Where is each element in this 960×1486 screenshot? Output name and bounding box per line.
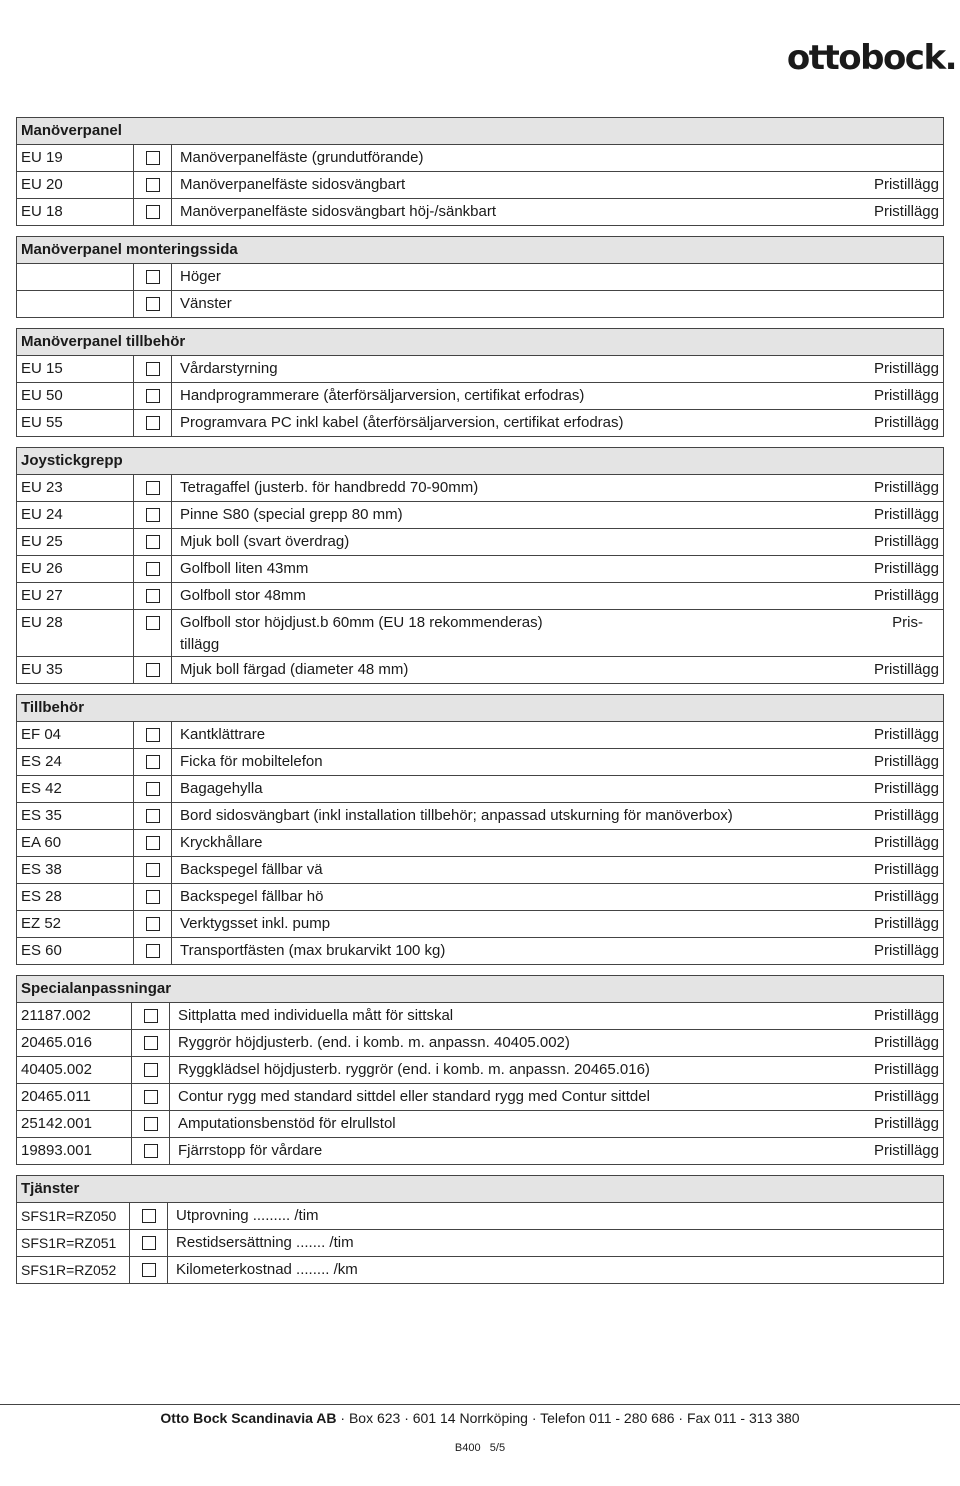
checkbox-cell [134,529,172,555]
checkbox-cell [134,556,172,582]
option-checkbox[interactable] [146,809,160,823]
item-description: Backspegel fällbar hö [180,888,324,905]
option-checkbox[interactable] [146,944,160,958]
option-checkbox[interactable] [146,616,160,630]
item-code: EU 23 [17,475,134,501]
form-row [17,911,943,938]
item-description-cell [170,1003,943,1029]
item-description-cell [172,475,943,501]
footer-company: Otto Bock Scandinavia AB [160,1410,337,1426]
form-row [17,1111,943,1138]
form-row [17,199,943,225]
item-description: Transportfästen (max brukarvikt 100 kg) [180,942,446,959]
option-checkbox[interactable] [146,297,160,311]
section [16,117,944,226]
item-code: 40405.002 [17,1057,132,1083]
section-title: Specialanpassningar [17,976,943,1003]
price-surcharge: Pris- [892,614,923,631]
section [16,694,944,965]
item-description: Ryggrör höjdjusterb. (end. i komb. m. anpassn. 40405.002) [178,1034,570,1051]
section [16,328,944,437]
item-description-cell [172,911,943,937]
checkbox-cell [134,722,172,748]
item-description: Höger [180,268,221,285]
price-surcharge: Pristillägg [873,807,939,824]
price-surcharge: Pristillägg [873,780,939,797]
form-row [17,857,943,884]
option-checkbox[interactable] [142,1236,156,1250]
item-description: Mjuk boll färgad (diameter 48 mm) [180,661,409,678]
checkbox-cell [134,264,172,290]
item-description: Ryggklädsel höjdjusterb. ryggrör (end. i komb. m. anpassn. 20465.016) [178,1061,650,1078]
price-surcharge: Pristillägg [873,360,939,377]
checkbox-cell [134,410,172,436]
price-surcharge: Pristillägg [873,726,939,743]
option-checkbox[interactable] [146,782,160,796]
checkbox-cell [132,1003,170,1029]
item-description: Restidsersättning ....... /tim [176,1234,354,1251]
price-surcharge: Pristillägg [873,176,939,193]
form-row [17,383,943,410]
checkbox-cell [134,145,172,171]
item-description-cell [172,657,943,683]
item-code: 25142.001 [17,1111,132,1137]
item-description: Programvara PC inkl kabel (återförsäljarversion, certifikat erfodras) [180,414,624,431]
price-surcharge: Pristillägg [873,888,939,905]
item-description: Kilometerkostnad ........ /km [176,1261,358,1278]
checkbox-cell [130,1203,168,1229]
item-code [17,264,134,290]
doc-code: B400 [454,1442,481,1454]
item-description-cell [172,830,943,856]
form-row [17,1230,943,1257]
item-description-cell [172,610,943,656]
price-surcharge: Pristillägg [873,560,939,577]
form-row [17,264,943,291]
price-surcharge: Pristillägg [873,506,939,523]
price-surcharge: Pristillägg [873,942,939,959]
item-description: Kantklättrare [180,726,266,743]
price-surcharge: Pristillägg [873,1115,939,1132]
item-code: EU 55 [17,410,134,436]
item-code: 21187.002 [17,1003,132,1029]
checkbox-cell [134,383,172,409]
item-description-cell [168,1257,943,1283]
checkbox-cell [134,610,172,656]
form-row [17,749,943,776]
checkbox-cell [134,291,172,317]
item-description-cell [172,556,943,582]
price-surcharge: Pristillägg [873,1142,939,1159]
checkbox-cell [134,356,172,382]
form-row [17,722,943,749]
option-checkbox[interactable] [144,1063,158,1077]
form-row [17,1057,943,1084]
item-code: EU 35 [17,657,134,683]
checkbox-cell [134,502,172,528]
item-description: Contur rygg med standard sittdel eller standard rygg med Contur sittdel [178,1088,650,1105]
checkbox-cell [134,830,172,856]
item-description-cell [172,356,943,382]
item-code: SFS1R=RZ050 [17,1203,130,1229]
option-checkbox[interactable] [146,890,160,904]
item-description-cell [172,410,943,436]
item-code: EU 26 [17,556,134,582]
price-surcharge: Pristillägg [873,834,939,851]
item-code: EU 25 [17,529,134,555]
item-description: Verktygsset inkl. pump [180,915,331,932]
option-checkbox[interactable] [146,562,160,576]
item-description: Mjuk boll (svart överdrag) [180,533,350,550]
section [16,1175,944,1284]
checkbox-cell [134,857,172,883]
checkbox-cell [134,803,172,829]
checkbox-cell [130,1230,168,1256]
item-code: EU 50 [17,383,134,409]
option-checkbox[interactable] [146,728,160,742]
price-surcharge: Pristillägg [873,587,939,604]
form-row [17,776,943,803]
price-surcharge: Pristillägg [873,661,939,678]
item-description-cell [172,264,943,290]
item-description: Kryckhållare [180,834,263,851]
item-description: Backspegel fällbar vä [180,861,323,878]
form-row [17,529,943,556]
item-code: EU 24 [17,502,134,528]
option-checkbox[interactable] [146,508,160,522]
item-code: EA 60 [17,830,134,856]
item-code: EF 04 [17,722,134,748]
item-description-cell [172,383,943,409]
form-row [17,830,943,857]
checkbox-cell [134,776,172,802]
option-checkbox[interactable] [144,1117,158,1131]
form-row [17,172,943,199]
form-row [17,502,943,529]
checkbox-cell [134,938,172,964]
item-code: ES 42 [17,776,134,802]
item-code: ES 60 [17,938,134,964]
form-row [17,884,943,911]
form-row [17,1030,943,1057]
item-description-cell [170,1138,943,1164]
item-description: Ficka för mobiltelefon [180,753,323,770]
item-description: Vårdarstyrning [180,360,278,377]
option-checkbox[interactable] [146,389,160,403]
item-description-cell [172,172,943,198]
item-code: EU 20 [17,172,134,198]
form-row [17,1257,943,1283]
section-title: Tjänster [17,1176,943,1203]
item-description: Fjärrstopp för vårdare [178,1142,323,1159]
item-description-cell [172,583,943,609]
item-description-cell [172,776,943,802]
form-row [17,583,943,610]
item-code: EU 18 [17,199,134,225]
option-checkbox[interactable] [146,917,160,931]
item-description: Golfboll stor 48mm [180,587,306,604]
option-checkbox[interactable] [144,1144,158,1158]
checkbox-cell [134,884,172,910]
price-surcharge: Pristillägg [873,1034,939,1051]
form-row [17,1084,943,1111]
price-surcharge: Pristillägg [873,479,939,496]
option-checkbox[interactable] [142,1263,156,1277]
checkbox-cell [134,199,172,225]
section-title: Joystickgrepp [17,448,943,475]
checkbox-cell [132,1138,170,1164]
checkbox-cell [130,1257,168,1283]
item-code: ES 35 [17,803,134,829]
price-surcharge: Pristillägg [873,414,939,431]
checkbox-cell [132,1084,170,1110]
price-surcharge-continued: tillägg [180,636,220,653]
item-description-cell [172,502,943,528]
item-description: Golfboll stor höjdjust.b 60mm (EU 18 rekommenderas) [180,614,543,631]
option-checkbox[interactable] [144,1090,158,1104]
item-code [17,291,134,317]
option-checkbox[interactable] [146,663,160,677]
item-code: 19893.001 [17,1138,132,1164]
item-description-cell [172,145,943,171]
option-checkbox[interactable] [146,535,160,549]
item-description: Tetragaffel (justerb. för handbredd 70-90mm) [180,479,479,496]
footer-divider [0,1404,960,1405]
section [16,236,944,318]
form-row [17,556,943,583]
item-description-cell [172,291,943,317]
item-description-cell [168,1203,943,1229]
option-checkbox[interactable] [146,863,160,877]
option-checkbox[interactable] [146,270,160,284]
item-code: ES 24 [17,749,134,775]
price-surcharge: Pristillägg [873,533,939,550]
form-row [17,1203,943,1230]
option-checkbox[interactable] [146,836,160,850]
price-surcharge: Pristillägg [873,1007,939,1024]
item-description: Vänster [180,295,232,312]
item-description: Handprogrammerare (återförsäljarversion, certifikat erfodras) [180,387,585,404]
item-code: EU 19 [17,145,134,171]
option-checkbox[interactable] [146,481,160,495]
order-form [16,117,944,1294]
section-title: Tillbehör [17,695,943,722]
form-row [17,475,943,502]
form-row [17,657,943,683]
item-description: Bagagehylla [180,780,263,797]
item-description: Golfboll liten 43mm [180,560,309,577]
checkbox-cell [134,657,172,683]
form-row [17,410,943,436]
footer-details: · Box 623 · 601 14 Norrköping · Telefon 011 - 280 686 · Fax 011 - 313 380 [336,1410,800,1426]
option-checkbox[interactable] [144,1036,158,1050]
option-checkbox[interactable] [146,205,160,219]
checkbox-cell [134,911,172,937]
price-surcharge: Pristillägg [873,861,939,878]
form-row [17,145,943,172]
item-description-cell [172,803,943,829]
section [16,447,944,684]
item-code: ES 28 [17,884,134,910]
checkbox-cell [132,1111,170,1137]
item-code: SFS1R=RZ051 [17,1230,130,1256]
item-description-cell [172,884,943,910]
item-description: Manöverpanelfäste sidosvängbart höj-/sänkbart [180,203,497,220]
checkbox-cell [134,172,172,198]
form-row [17,803,943,830]
price-surcharge: Pristillägg [873,753,939,770]
item-description: Manöverpanelfäste sidosvängbart [180,176,406,193]
option-checkbox[interactable] [146,589,160,603]
form-row [17,356,943,383]
item-code: EU 28 [17,610,134,656]
item-code: EU 15 [17,356,134,382]
checkbox-cell [132,1057,170,1083]
item-code: SFS1R=RZ052 [17,1257,130,1283]
item-description-cell [172,749,943,775]
item-code: EU 27 [17,583,134,609]
item-description-cell [172,722,943,748]
checkbox-cell [134,583,172,609]
page-count: 5/5 [489,1442,506,1454]
item-description: Sittplatta med individuella mått för sittskal [178,1007,454,1024]
item-code: 20465.016 [17,1030,132,1056]
item-description-cell [170,1111,943,1137]
option-checkbox[interactable] [146,178,160,192]
item-description: Manöverpanelfäste (grundutförande) [180,149,424,166]
section-title: Manöverpanel [17,118,943,145]
price-surcharge: Pristillägg [873,1061,939,1078]
footer [0,1410,960,1426]
item-description-cell [172,938,943,964]
item-description-cell [168,1230,943,1256]
item-description-cell [170,1057,943,1083]
item-description: Bord sidosvängbart (inkl installation tillbehör; anpassad utskurning för manöverbox) [180,807,733,824]
item-description-cell [172,529,943,555]
option-checkbox[interactable] [146,151,160,165]
item-code: EZ 52 [17,911,134,937]
option-checkbox[interactable] [144,1009,158,1023]
price-surcharge: Pristillägg [873,915,939,932]
section-title: Manöverpanel monteringssida [17,237,943,264]
page-number [0,1442,960,1454]
option-checkbox[interactable] [142,1209,156,1223]
item-code: ES 38 [17,857,134,883]
price-surcharge: Pristillägg [873,387,939,404]
option-checkbox[interactable] [146,416,160,430]
item-description-cell [172,199,943,225]
checkbox-cell [134,475,172,501]
option-checkbox[interactable] [146,755,160,769]
ottobock-logo: ottobock. [786,38,956,78]
checkbox-cell [132,1030,170,1056]
item-description-cell [170,1030,943,1056]
section [16,975,944,1165]
price-surcharge: Pristillägg [873,203,939,220]
form-row [17,1003,943,1030]
checkbox-cell [134,749,172,775]
item-description-cell [172,857,943,883]
form-row [17,610,943,657]
form-row [17,291,943,317]
item-description: Amputationsbenstöd för elrullstol [178,1115,396,1132]
item-description: Pinne S80 (special grepp 80 mm) [180,506,403,523]
option-checkbox[interactable] [146,362,160,376]
item-code: 20465.011 [17,1084,132,1110]
form-row [17,938,943,964]
form-row [17,1138,943,1164]
item-description-cell [170,1084,943,1110]
section-title: Manöverpanel tillbehör [17,329,943,356]
item-description: Utprovning ......... /tim [176,1207,319,1224]
price-surcharge: Pristillägg [873,1088,939,1105]
